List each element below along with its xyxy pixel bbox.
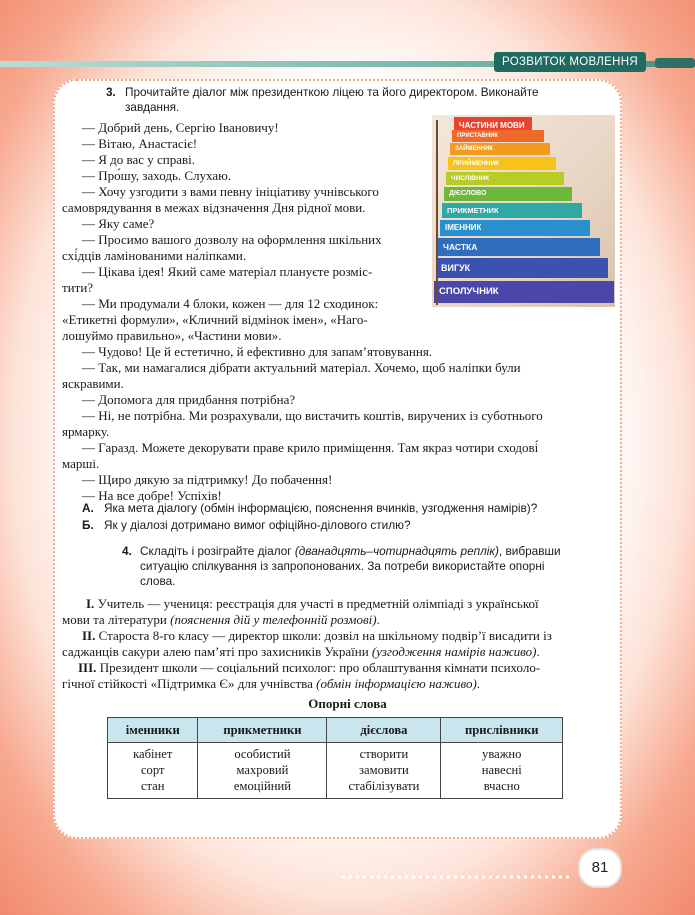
situation-form: (пояснення дій у телефонній розмові) (170, 612, 377, 627)
table-row (108, 743, 563, 799)
stair-step: ЧАСТКА (438, 238, 600, 256)
task-4-text: , вибравши (498, 544, 561, 558)
stair-step: ЧАСТИНИ МОВИ (454, 117, 532, 134)
question-letter: Б. (82, 518, 94, 532)
word: створити (359, 747, 409, 761)
stair-step: ПРИСТАВНИК (452, 130, 544, 142)
situation-text: Староста 8-го класу — директор школи: дозвіл на шкільному подвір’ї висадити із (98, 628, 552, 643)
situation-form: (обмін інформацією наживо) (316, 676, 477, 691)
word: особистий (234, 747, 291, 761)
situation-text: гічної стійкості «Підтримка Є» для учнівства (62, 676, 317, 691)
situation-3-cont (62, 676, 480, 692)
situation-1-cont (62, 612, 380, 628)
dialogue-line: — Яку саме? (82, 216, 155, 231)
word: стабілізувати (348, 779, 420, 793)
dialogue-line: — Так, ми намагалися дібрати актуальний матеріал. Хочемо, щоб наліпки були (82, 360, 521, 375)
table-cell (198, 743, 327, 799)
word: вчасно (483, 779, 520, 793)
task-4-number: 4. (122, 544, 132, 558)
stair-step: ЗАЙМЕННИК (450, 143, 550, 155)
table-cell (441, 743, 563, 799)
question-letter: А. (82, 501, 94, 515)
situation-form: (узгодження намірів наживо) (371, 644, 537, 659)
dialogue-line: — Допомога для придбання потрібна? (82, 392, 296, 407)
situation-text: мови та літератури (62, 612, 171, 627)
word: махровий (236, 763, 289, 777)
word: стан (140, 779, 165, 793)
task-4-italic: (дванадцять–чотирнадцять реплік) (294, 544, 499, 558)
situation-2-cont (62, 644, 540, 660)
footer-dots (340, 875, 570, 879)
stair-step: ВИГУК (436, 258, 608, 278)
dialogue-line: самоврядування в межах відзначення Дня рідної мови. (62, 200, 366, 215)
situation-text: Президент школи — соціальний психолог: про облаштування кімнати психоло- (99, 660, 541, 675)
stair-step: ПРИЙМЕННИК (448, 157, 556, 170)
situation-text: . (376, 612, 380, 627)
dialogue-line: — Ні, не потрібна. Ми розрахували, що вистачить коштів, виручених із суботнього (82, 408, 543, 423)
situation-2 (82, 628, 552, 644)
dialogue-line: — Щиро дякую за підтримку! До побачення! (82, 472, 333, 487)
dialogue-line: — Хочу узгодити з вами певну ініціативу учнівського (82, 184, 379, 199)
stair-step: ПРИКМЕТНИК (442, 203, 582, 218)
support-words-title: Опорні слова (308, 696, 387, 711)
situation-text: . (536, 644, 540, 659)
stair-step: СПОЛУЧНИК (434, 281, 614, 303)
task-4-text: Складіть і розіграйте діалог (140, 544, 295, 558)
dialogue-line: — Добрий день, Сергію Івановичу! (82, 120, 279, 135)
table-header: прислівники (441, 718, 563, 743)
table-cell (327, 743, 441, 799)
dialogue-line: — Вітаю, Анастасіє! (82, 136, 198, 151)
word: сорт (140, 763, 165, 777)
word: навесні (481, 763, 522, 777)
page-number: 81 (578, 848, 622, 888)
dialogue-line: — Ми продумали 4 блоки, кожен — для 12 сходинок: (82, 296, 379, 311)
dialogue-line: — Гаразд. Можете декорувати праве крило приміщення. Там якраз чотири сходові́ (82, 440, 539, 455)
task-3-instruction-cont: завдання. (125, 100, 180, 114)
situation-text: Учитель — учениця: реєстрація для участі в предметній олімпіаді з української (97, 596, 539, 611)
situation-3 (78, 660, 540, 676)
situation-number: І. (86, 596, 95, 611)
word: емоційний (233, 779, 291, 793)
situation-1 (86, 596, 539, 612)
support-words-table (107, 717, 563, 799)
table-header: прикметники (198, 718, 327, 743)
task-4-instruction-cont: слова. (140, 574, 176, 588)
situation-text: . (476, 676, 481, 691)
task-4-instruction-cont: ситуацію спілкування із запропонованих. За потреби використайте опорні (140, 559, 545, 573)
word: кабінет (133, 747, 173, 761)
dialogue-line: — На все добре! Успіхів! (82, 488, 222, 503)
table-cell (108, 743, 198, 799)
dialogue-line: — Я до вас у справі. (82, 152, 196, 167)
question-text: Як у діалозі дотримано вимог офіційно-ділового стилю? (104, 518, 411, 532)
stair-step: ДІЄСЛОВО (444, 187, 572, 201)
dialogue-line: — Цікава ідея! Який саме матеріал плануєте розміс- (82, 264, 373, 279)
situation-text: саджанців сакури алею пам’яті про захисників України (62, 644, 372, 659)
dialogue-line: схі́дців ламінованими на́ліпками. (62, 248, 247, 263)
dialogue-line: яскравими. (62, 376, 124, 391)
section-label: РОЗВИТОК МОВЛЕННЯ (494, 52, 646, 72)
stair-railing (436, 120, 454, 305)
dialogue-line: — Просимо вашого дозволу на оформлення шкільних (82, 232, 382, 247)
situation-number: ІІ. (82, 628, 96, 643)
task-4-instruction (140, 544, 561, 558)
dialogue-line: лошуймо правильно», «Частини мови». (62, 328, 282, 343)
stairs-photo (432, 115, 615, 307)
task-3-number: 3. (106, 85, 116, 99)
table-header-row (108, 718, 563, 743)
situation-number: ІІІ. (78, 660, 97, 675)
dialogue-line: — Чудово! Це й естетично, й ефективно для запам’ятовування. (82, 344, 433, 359)
dialogue-line: ярмарку. (62, 424, 110, 439)
dialogue-line: «Етикетні формули», «Кличний відмінок імен», «Наго- (62, 312, 368, 327)
header-rule-end (655, 58, 695, 68)
table-header: дієслова (327, 718, 441, 743)
question-text: Яка мета діалогу (обмін інформацією, пояснення вчинків, узгодження намірів)? (104, 501, 538, 515)
word: замовити (359, 763, 409, 777)
word: уважно (482, 747, 522, 761)
table-header: іменники (108, 718, 198, 743)
dialogue-line: тити? (62, 280, 94, 295)
stair-step: ЧИСЛІВНИК (446, 172, 564, 185)
stair-step: ІМЕННИК (440, 220, 590, 236)
task-3-instruction: Прочитайте діалог між президенткою ліцею та його директором. Виконайте (125, 85, 539, 99)
dialogue-line: марші. (62, 456, 100, 471)
dialogue-line: — Про́шу, заходь. Слухаю. (82, 168, 232, 183)
